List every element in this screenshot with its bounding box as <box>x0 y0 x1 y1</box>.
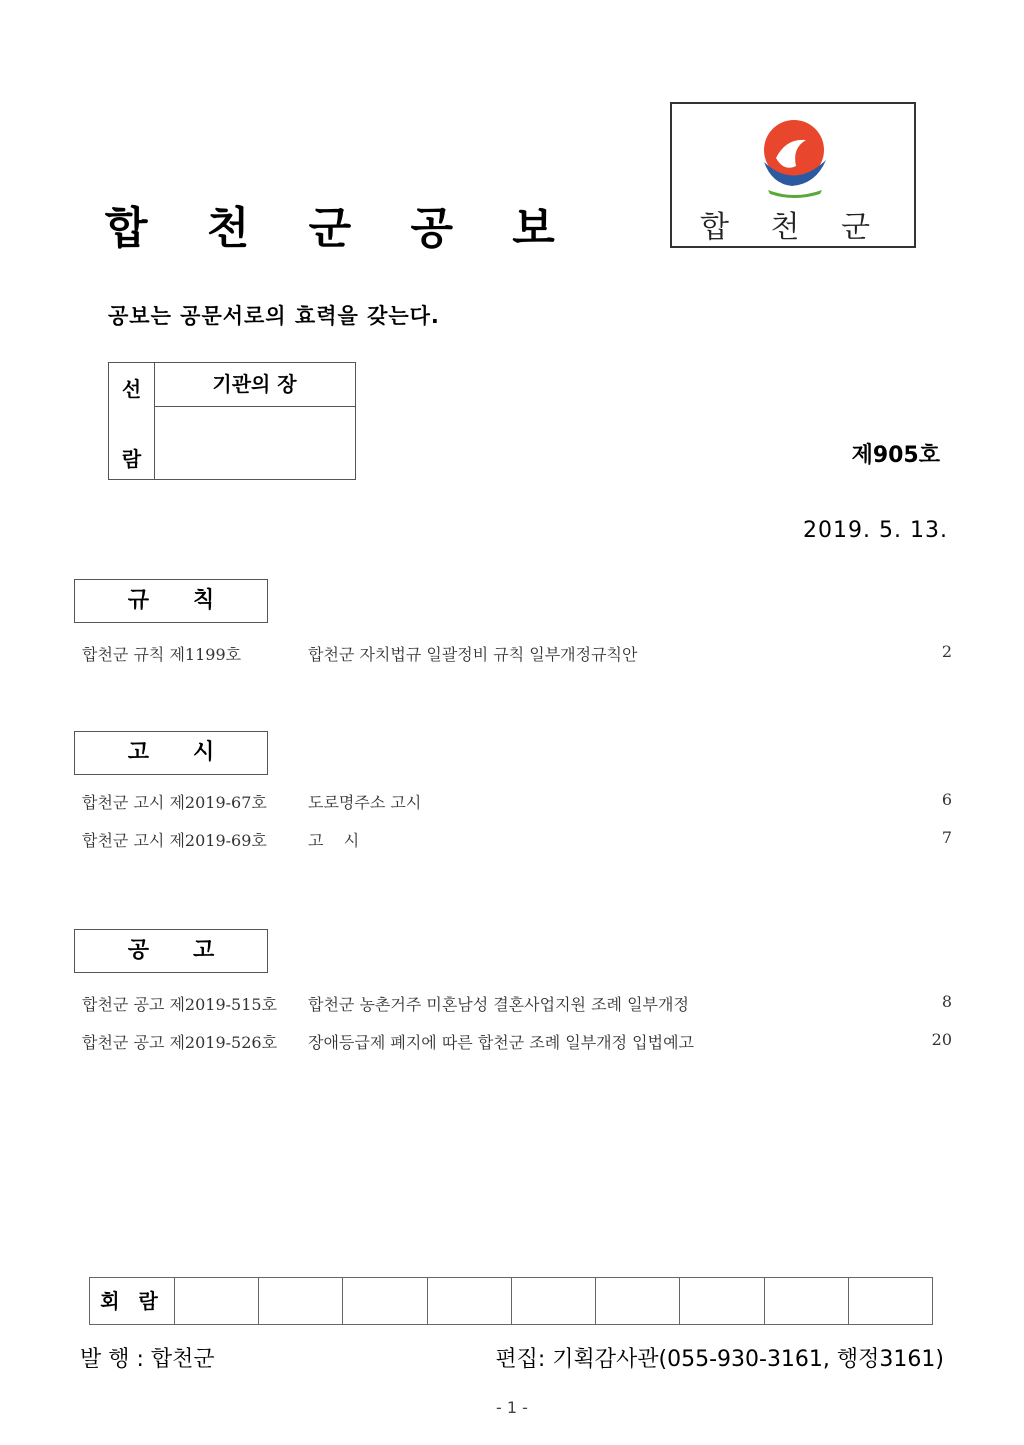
approval-box <box>108 362 356 480</box>
circulation-cell <box>175 1278 259 1324</box>
circulation-cell <box>765 1278 849 1324</box>
editor-contact: 편집: 기획감사관(055-930-3161, 행정3161) <box>495 1347 944 1372</box>
bulletin-subtitle: 공보는 공문서로의 효력을 갖는다. <box>108 304 440 328</box>
logo-text: 합 천 군 <box>699 210 886 245</box>
toc-row-number: 합천군 공고 제2019-515호 <box>82 995 278 1014</box>
toc-row-page: 2 <box>941 642 952 661</box>
section-heading-rules: 규칙 <box>74 579 268 623</box>
approval-header: 기관의 장 <box>154 363 355 407</box>
issue-number: 제905호 <box>851 443 940 468</box>
toc-row[interactable] <box>82 1030 952 1054</box>
toc-row-title: 장애등급제 폐지에 따른 합천군 조례 일부개정 입법예고 <box>308 1033 695 1052</box>
toc-row-title: 도로명주소 고시 <box>308 793 422 812</box>
section-heading-announcements: 공고 <box>74 929 268 973</box>
publisher: 발 행 : 합천군 <box>80 1347 215 1372</box>
section-heading-notices: 고시 <box>74 731 268 775</box>
approval-side-top: 선 <box>121 377 142 401</box>
bulletin-title: 합 천 군 공 보 <box>105 203 577 254</box>
toc-row-number: 합천군 고시 제2019-69호 <box>82 831 267 850</box>
toc-row-page: 8 <box>941 992 952 1011</box>
toc-row[interactable] <box>82 642 952 666</box>
toc-row-number: 합천군 규칙 제1199호 <box>82 645 242 664</box>
circulation-cell <box>512 1278 596 1324</box>
toc-row-title: 합천군 농촌거주 미혼남성 결혼사업지원 조례 일부개정 <box>308 995 689 1014</box>
approval-side-bottom: 람 <box>121 447 142 471</box>
issue-date: 2019. 5. 13. <box>803 518 948 543</box>
county-logo <box>670 102 916 248</box>
circulation-cell <box>343 1278 427 1324</box>
toc-row-title: 합천군 자치법규 일괄정비 규칙 일부개정규칙안 <box>308 645 638 664</box>
toc-row-page: 7 <box>941 828 952 847</box>
toc-row-number: 합천군 공고 제2019-526호 <box>82 1033 278 1052</box>
toc-row[interactable] <box>82 828 952 852</box>
toc-row-page: 20 <box>931 1030 952 1049</box>
page-number: - 1 - <box>496 1398 528 1417</box>
county-emblem-icon <box>756 116 836 200</box>
circulation-cell <box>849 1278 932 1324</box>
circulation-cell <box>680 1278 764 1324</box>
toc-row[interactable] <box>82 790 952 814</box>
circulation-cell <box>428 1278 512 1324</box>
circulation-cell <box>259 1278 343 1324</box>
toc-row-page: 6 <box>941 790 952 809</box>
circulation-label: 회 람 <box>90 1278 175 1324</box>
toc-row[interactable] <box>82 992 952 1016</box>
circulation-table <box>89 1277 933 1325</box>
toc-row-number: 합천군 고시 제2019-67호 <box>82 793 267 812</box>
toc-row-title: 고 시 <box>308 831 360 850</box>
circulation-cell <box>596 1278 680 1324</box>
